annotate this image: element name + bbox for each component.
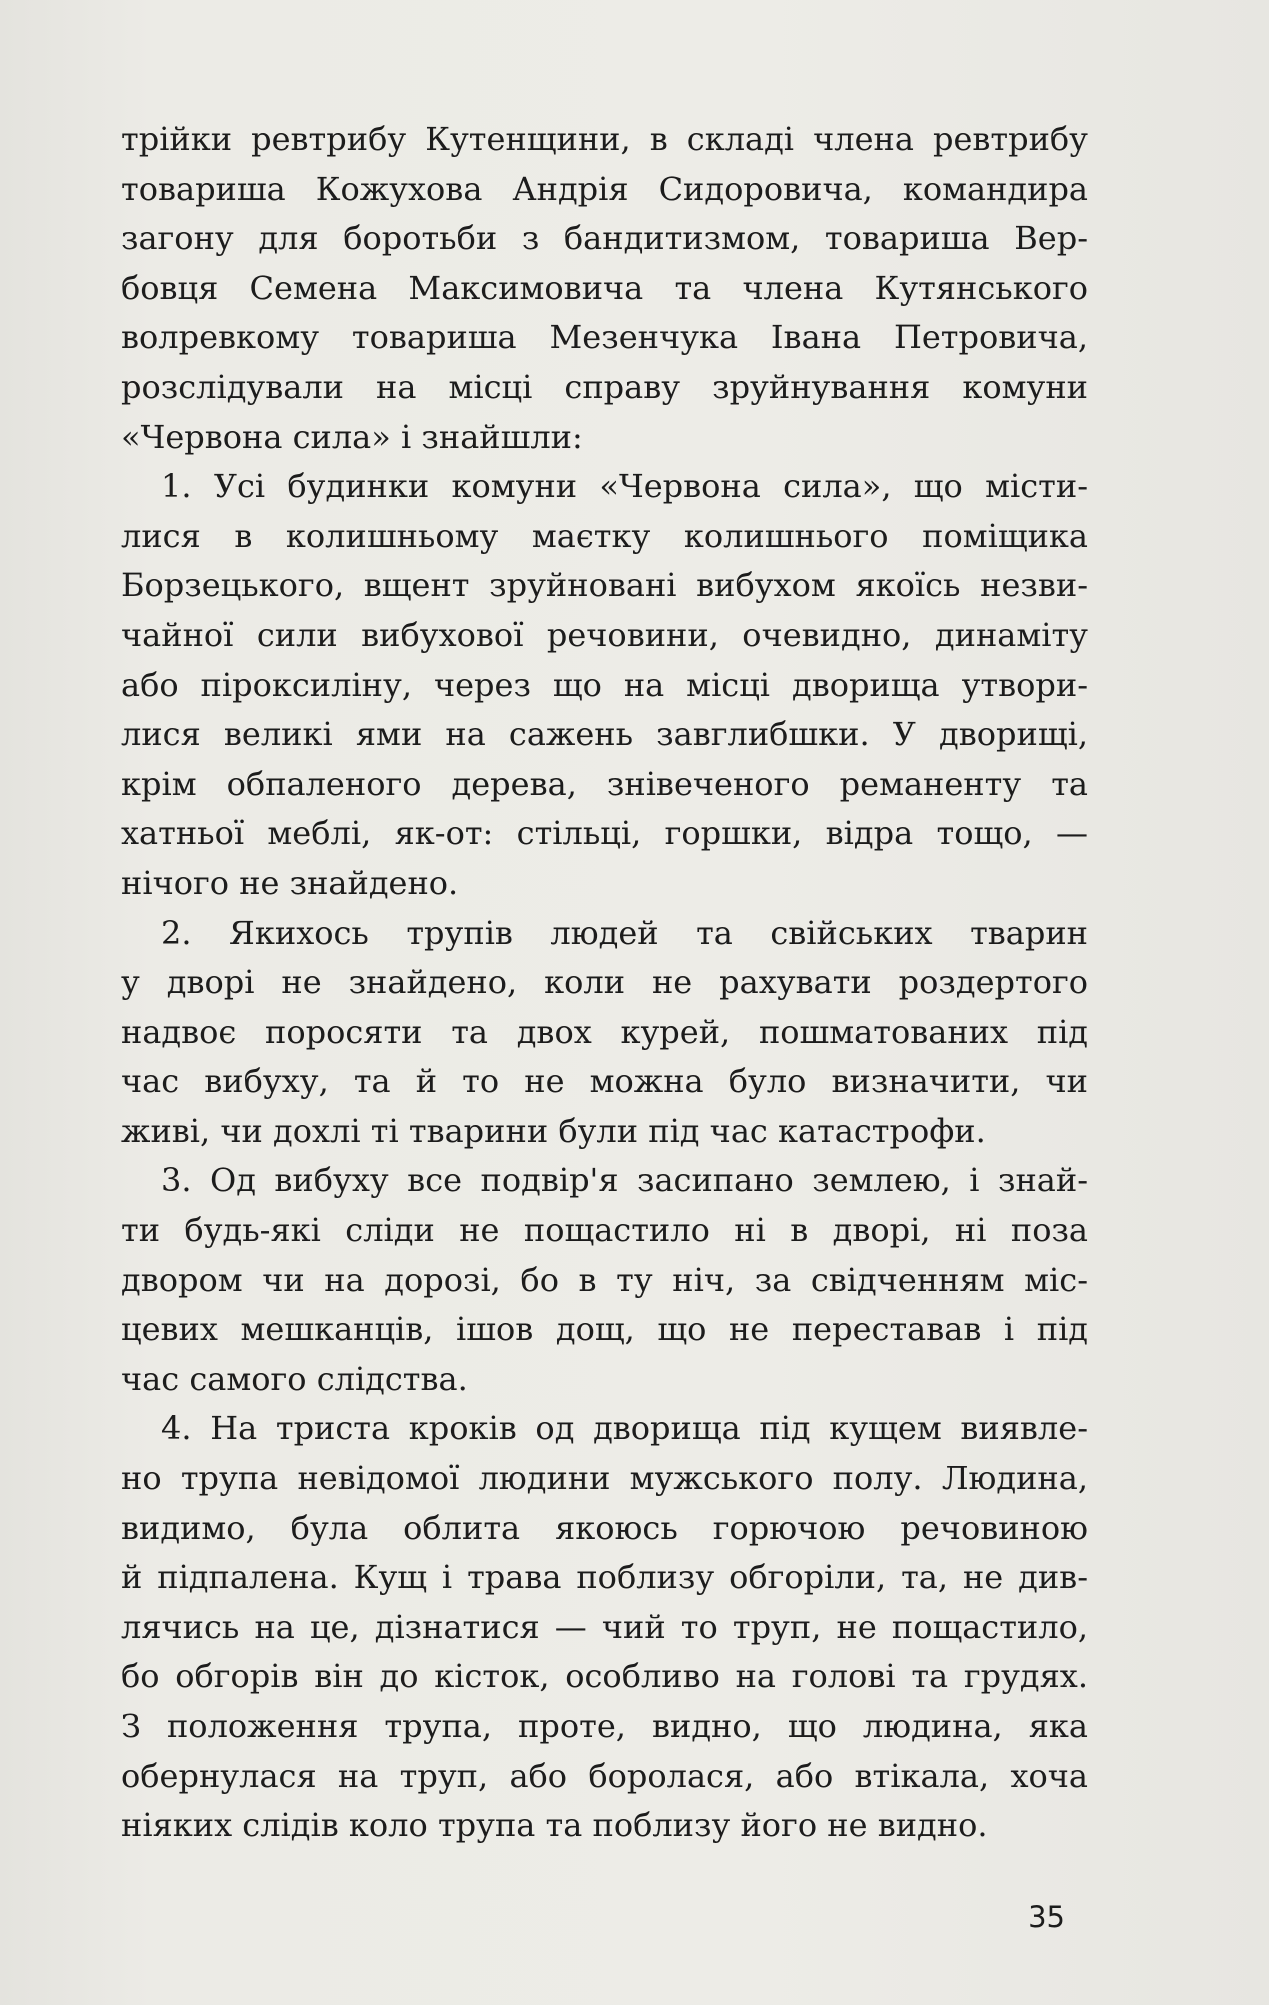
- text-line: трійки ревтрибу Кутенщини, в складі члена ревтрибу: [121, 120, 1088, 158]
- text-line: крім обпаленого дерева, знівеченого реманенту та: [121, 764, 1088, 803]
- text-line: 1. Усі будинки комуни «Червона сила», що місти-: [161, 467, 1088, 506]
- text-line: 2. Якихось трупів людей та свійських тварин: [161, 913, 1088, 952]
- text-line: у дворі не знайдено, коли не рахувати роздертого: [121, 963, 1088, 1002]
- text-line: й підпалена. Кущ і трава поблизу обгоріли, та, не див-: [121, 1558, 1088, 1597]
- page-number: 35: [1028, 1900, 1065, 1934]
- text-line: 3. Од вибуху все подвір'я засипано землею, і знай-: [161, 1161, 1088, 1200]
- text-line: бовця Семена Максимовича та члена Кутянського: [121, 268, 1088, 307]
- text-line: нічого не знайдено.: [121, 863, 459, 902]
- text-line: но трупа невідомої людини мужського полу. Людина,: [121, 1459, 1088, 1498]
- text-line: надвоє поросяти та двох курей, пошматованих під: [121, 1012, 1088, 1051]
- text-line: розслідували на місці справу зруйнування комуни: [121, 367, 1088, 406]
- text-line: Борзецького, вщент зруйновані вибухом якоїсь незви-: [121, 566, 1088, 605]
- text-line: час самого слідства.: [121, 1359, 468, 1398]
- text-line: загону для боротьби з бандитизмом, товариша Вер-: [121, 219, 1088, 258]
- text-line: лися великі ями на сажень завглибшки. У дворищі,: [121, 715, 1088, 754]
- text-line: хатньої меблі, як-от: стільці, горшки, відра тощо, —: [121, 814, 1088, 853]
- text-line: «Червона сила» і знайшли:: [121, 417, 583, 456]
- text-line: волревкому товариша Мезенчука Івана Петровича,: [121, 318, 1088, 357]
- text-line: живі, чи дохлі ті тварини були під час катастрофи.: [121, 1111, 986, 1150]
- text-line: лячись на це, дізнатися — чий то труп, не пощастило,: [121, 1607, 1088, 1646]
- text-line: час вибуху, та й то не можна було визначити, чи: [121, 1062, 1088, 1101]
- text-line: видимо, була облита якоюсь горючою речовиною: [121, 1508, 1088, 1547]
- text-line: двором чи на дорозі, бо в ту ніч, за свідченням міс-: [121, 1260, 1088, 1299]
- text-line: З положення трупа, проте, видно, що людина, яка: [121, 1707, 1088, 1745]
- text-line: 4. На триста кроків од дворища під кущем виявле-: [161, 1409, 1088, 1448]
- body-text: [121, 115, 1088, 1851]
- text-line: лися в колишньому маєтку колишнього поміщика: [121, 516, 1088, 555]
- text-line: товариша Кожухова Андрія Сидоровича, командира: [121, 169, 1088, 208]
- text-line: ти будь-які сліди не пощастило ні в дворі, ні поза: [121, 1211, 1088, 1250]
- text-line: бо обгорів він до кісток, особливо на голові та грудях.: [121, 1657, 1088, 1696]
- text-line: або піроксиліну, через що на місці дворища утвори-: [121, 665, 1088, 704]
- text-line: обернулася на труп, або боролася, або втікала, хоча: [121, 1756, 1088, 1795]
- text-line: ніяких слідів коло трупа та поблизу його не видно.: [121, 1806, 988, 1845]
- text-line: цевих мешканців, ішов дощ, що не переставав і під: [121, 1310, 1088, 1349]
- text-line: чайної сили вибухової речовини, очевидно, динаміту: [121, 615, 1088, 654]
